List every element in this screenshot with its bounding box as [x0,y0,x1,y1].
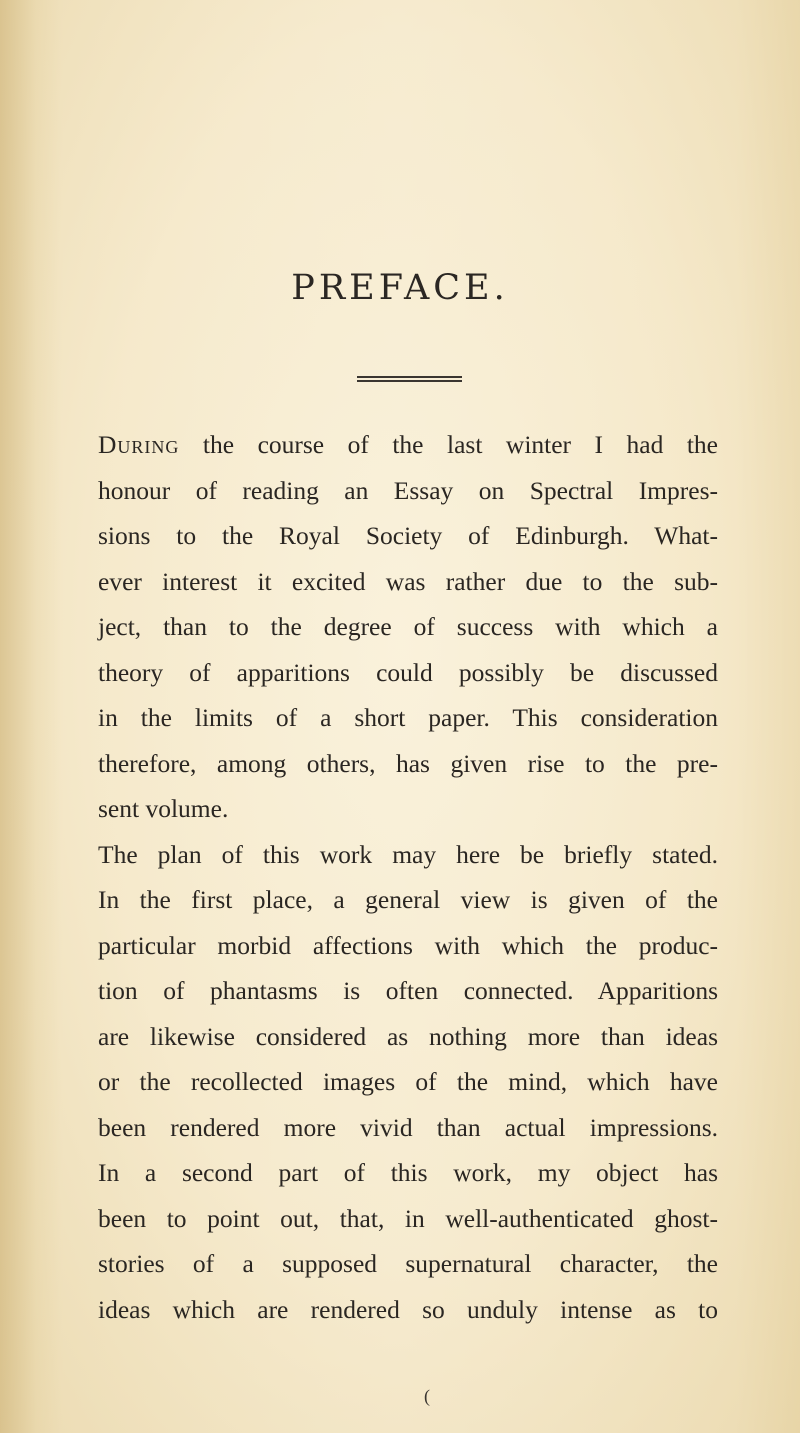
text-line [98,1059,718,1105]
page-title: PREFACE. [291,268,509,308]
line-text: been rendered more vivid than actual impressions. [98,1112,718,1142]
line-text: theory of apparitions could possibly be discussed [98,657,718,687]
line-text: or the recollected images of the mind, which have [98,1067,718,1096]
line-text: sions to the Royal Society of Edinburgh. What- [98,521,718,550]
text-line [98,1150,718,1196]
line-text: therefore, among others, has given rise to the pre- [98,748,718,778]
line-text: sent volume. [98,794,229,823]
line-text: ject, than to the degree of success with which a [98,612,718,641]
title-rule [357,376,462,384]
rule-line [357,380,462,382]
text-line [98,650,718,696]
line-text: the course of the last winter I had the [179,430,718,459]
drop-word: During [98,430,180,459]
text-line [98,1241,718,1287]
line-text: The plan of this work may here be briefly stated. [98,839,718,869]
line-text: honour of reading an Essay on Spectral Impres- [98,475,718,505]
rule-line [357,376,462,378]
line-text: been to point out, that, in well-authenticated ghost- [98,1203,718,1233]
line-text: ideas which are rendered so unduly intense as to [98,1294,718,1324]
text-line [98,513,718,559]
line-text: are likewise considered as nothing more than ideas [98,1021,718,1051]
line-text: stories of a supposed supernatural character, the [98,1249,718,1278]
text-line [98,604,718,650]
text-line [98,1105,718,1151]
text-line [98,695,718,741]
text-line [98,1196,718,1242]
text-line [98,968,718,1014]
line-text: tion of phantasms is often connected. Apparitions [98,976,718,1005]
text-line [98,1287,718,1333]
line-text: In a second part of this work, my object has [98,1158,718,1187]
line-text: In the first place, a general view is given of the [98,885,718,914]
line-text: ever interest it excited was rather due to the sub- [98,566,718,596]
text-line [98,559,718,605]
preface-body [98,422,718,1332]
text-line [98,422,718,468]
text-line [98,923,718,969]
text-line [98,1014,718,1060]
page-mark: ( [424,1386,430,1406]
page-edge-stain [0,0,60,1433]
line-text: particular morbid affections with which the produc- [98,930,718,960]
text-line [98,832,718,878]
text-line [98,786,718,832]
text-line [98,877,718,923]
text-line [98,468,718,514]
text-line [98,741,718,787]
line-text: in the limits of a short paper. This consideration [98,703,718,732]
